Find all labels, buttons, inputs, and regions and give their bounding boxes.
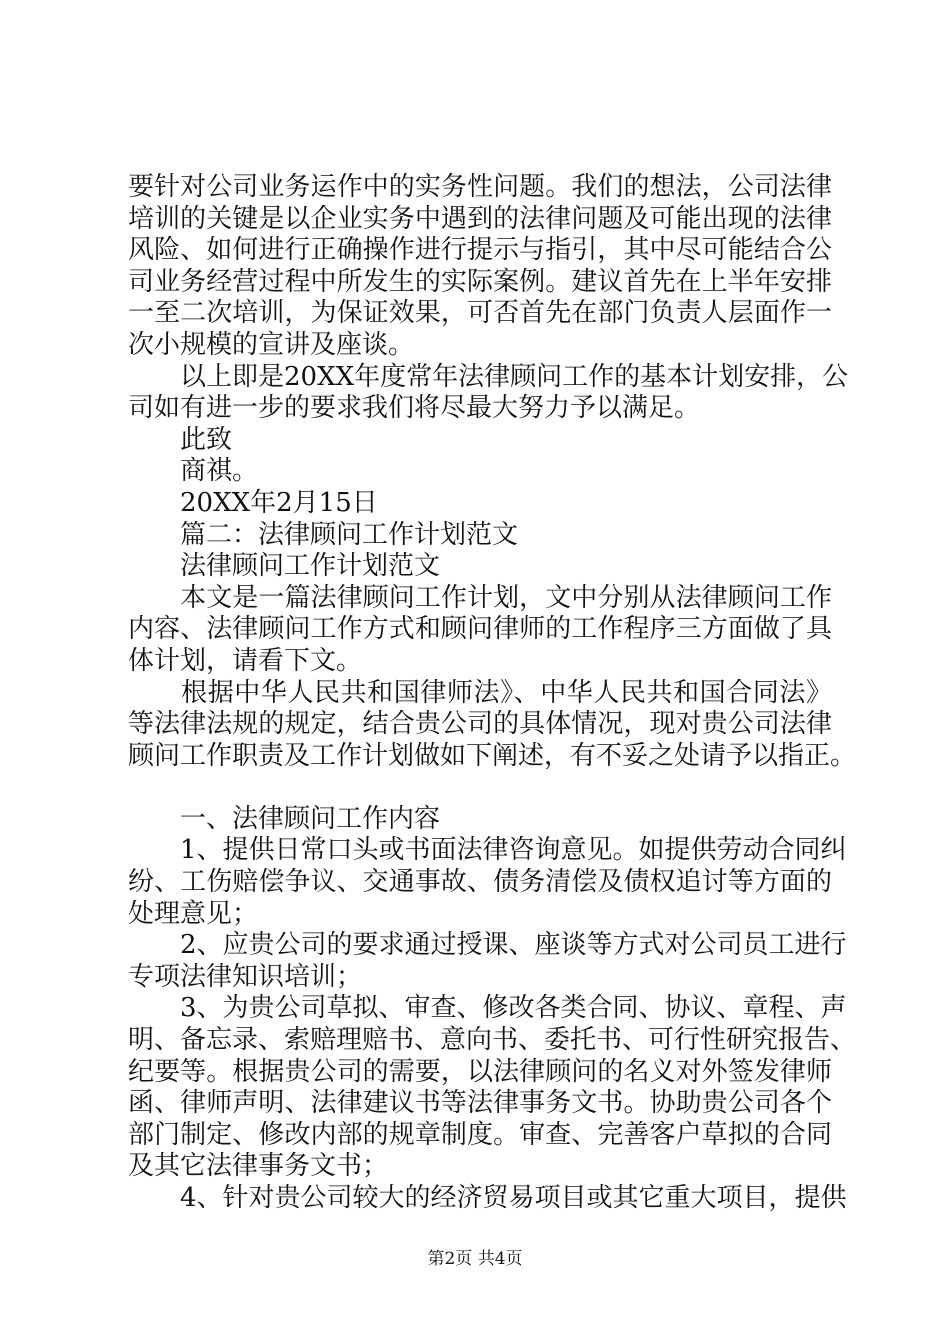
text-line: 3、为贵公司草拟、审查、修改各类合同、协议、章程、声: [128, 993, 847, 1024]
text-line: 一至二次培训，为保证效果，可否首先在部门负责人层面作一: [128, 298, 832, 329]
document-body: [128, 172, 857, 1215]
section-heading: 篇二：法律顾问工作计划范文: [128, 519, 519, 550]
text-line: 2、应贵公司的要求通过授课、座谈等方式对公司员工进行: [128, 930, 847, 961]
page-number-footer: 第2页 共4页: [427, 1249, 523, 1269]
text-line: 本文是一篇法律顾问工作计划，文中分别从法律顾问工作: [128, 582, 832, 613]
text-line: 1、提供日常口头或书面法律咨询意见。如提供劳动合同纠: [128, 835, 847, 866]
text-line: 要针对公司业务运作中的实务性问题。我们的想法，公司法律: [128, 172, 832, 202]
text-line: 内容、法律顾问工作方式和顾问律师的工作程序三方面做了具: [128, 614, 832, 645]
text-line: 纷、工伤赔偿争议、交通事故、债务清偿及债权追讨等方面的: [128, 867, 832, 898]
text-line: 风险、如何进行正确操作进行提示与指引，其中尽可能结合公: [128, 235, 832, 266]
text-line: 体计划，请看下文。: [128, 645, 363, 676]
text-line: 等法律法规的规定，结合贵公司的具体情况，现对贵公司法律: [128, 709, 832, 740]
text-line: 专项法律知识培训；: [128, 961, 363, 992]
text-line: 及其它法律事务文书；: [128, 1151, 389, 1182]
text-line: 商祺。: [128, 456, 259, 487]
text-line: 法律顾问工作计划范文: [128, 551, 441, 582]
text-line: 明、备忘录、索赔理赔书、意向书、委托书、可行性研究报告、: [128, 1025, 857, 1056]
text-line: 次小规模的宣讲及座谈。: [128, 329, 415, 360]
text-line: 此致: [128, 424, 233, 455]
text-line: 培训的关键是以企业实务中遇到的法律问题及可能出现的法律: [128, 203, 832, 234]
section-heading: 一、法律顾问工作内容: [128, 803, 441, 834]
text-line: 部门制定、修改内部的规章制度。审查、完善客户草拟的合同: [128, 1119, 832, 1150]
text-line: 函、律师声明、法律建议书等法律事务文书。协助贵公司各个: [128, 1088, 832, 1119]
text-line: 纪要等。根据贵公司的需要，以法律顾问的名义对外签发律师: [128, 1056, 832, 1087]
text-line: 顾问工作职责及工作计划做如下阐述，有不妥之处请予以指正。: [128, 740, 857, 771]
text-line: 20XX年2月15日: [128, 487, 378, 518]
blank-line: [128, 772, 832, 804]
text-line: 根据中华人民共和国律师法》、中华人民共和国合同法》: [128, 677, 832, 708]
text-line: 司如有进一步的要求我们将尽最大努力予以满足。: [128, 393, 701, 424]
text-line: 以上即是20XX年度常年法律顾问工作的基本计划安排，公: [128, 361, 849, 392]
text-line: 处理意见；: [128, 898, 259, 929]
text-line: 司业务经营过程中所发生的实际案例。建议首先在上半年安排: [128, 266, 832, 297]
text-line: 4、针对贵公司较大的经济贸易项目或其它重大项目，提供: [128, 1183, 847, 1213]
